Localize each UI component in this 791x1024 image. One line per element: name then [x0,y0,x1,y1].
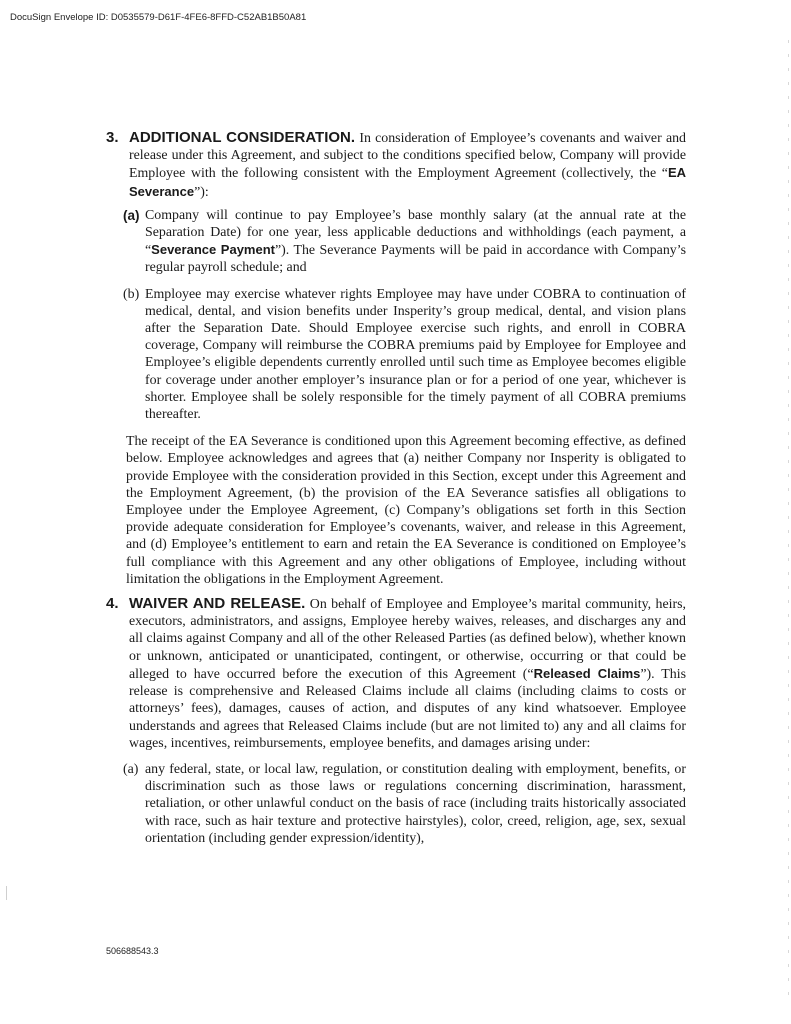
document-body [106,129,686,847]
section-4-text-part1: On behalf of Employee and Employee’s marital community, heirs, executors, administrators, and assigns, Employee hereby waives, releases, and discharges any and all claims against Company and all of the other Released Parties (as defined below), whether known or unknown, anticipated or unanticipated, contingent, or otherwise, occurring or that could be alleged to have occurred before the execution of this Agreement (“ [129,597,687,682]
defined-term-ea-severance: EA Severance [129,165,686,199]
item-a-text-part2: ”). The Severance Payments will be paid in accordance with Company’s regular payroll schedule; and [145,243,686,276]
page-edge-divider [788,40,789,1000]
section-4 [106,595,686,752]
defined-term-severance-payment: Severance Payment [151,242,275,258]
margin-mark [6,886,7,900]
envelope-id: DocuSign Envelope ID: D0535579-D61F-4FE6-8FFD-C52AB1B50A81 [10,12,307,23]
item-a-label: (a) [123,207,140,223]
item-a-text-part1: Company will continue to pay Employee’s base monthly salary (at the annual rate at the Separation Date) for one year, less applicable deductions and withholdings (each payment, a “ [145,207,686,259]
section-4-item-a [123,761,686,847]
item-b-text: Employee may exercise whatever rights Employee may have under COBRA to continuation of medical, dental, and vision benefits under Insperity’s group medical, dental, and vision plans after the Separation Date. Should Employee exercise such rights, and enroll in COBRA coverage, Company will reimburse the COBRA premiums paid by Employee for Employee and Employee’s eligible dependents currently enrolled until such time as Employee becomes eligible for coverage under another employer’s insurance plan or for a period of one year, whichever is shorter. Employee shall be solely responsible for the timely payment of all COBRA premiums thereafter. [145,286,686,423]
section-4-text-part2: ”). This release is comprehensive and Released Claims include all claims (including claims to costs or attorneys’ fees), damages, causes of action, and disputes of any kind whatsoever. Employee understands and agrees that Released Claims include (but are not limited to) any and all claims for wages, incentives, reimbursements, employee benefits, and damages arising under: [129,666,686,751]
section-4-item-a-text: any federal, state, or local law, regulation, or constitution dealing with employment, benefits, or discrimination such as those laws or regulations concerning discrimination, harassment, retaliation, or other unlawful conduct on the basis of race (including traits historically associated with race, such as hair texture and protective hairstyles), color, creed, religion, age, sex, sexual orientation (including gender expression/identity), [145,761,686,846]
section-3-closing: The receipt of the EA Severance is conditioned upon this Agreement becoming effective, as defined below. Employee acknowledges and agrees that (a) neither Company nor Insperity is obligated to provide Employee with the consideration provided in this Section, except under this Agreement and the Employment Agreement, (b) the provision of the EA Severance satisfies all obligations to Employee under the Employee Agreement, (c) Company’s obligations set forth in this Section provide adequate consideration for Employee’s covenants, waiver, and release in this Agreement, and (d) Employee’s entitlement to earn and retain the EA Severance is conditioned on Employee’s full compliance with this Agreement and any other obligations of Employee, including without limitation the obligations in the Employment Agreement. [126,434,686,587]
section-4-heading: WAIVER AND RELEASE. [129,595,306,613]
section-3-heading: ADDITIONAL CONSIDERATION. [129,129,356,146]
section-3-intro-text: In consideration of Employee’s covenants and waiver and release under this Agreement, and subject to the conditions specified below, Company will provide Employee with the following consistent with the Employment Agreement (collectively, the “ [129,131,687,182]
section-4-item-a-label: (a) [123,761,139,777]
section-4-text [129,595,686,752]
defined-term-released-claims: Released Claims [533,665,641,681]
section-3-intro-end: ”): [194,184,209,200]
section-4-number: 4. [106,595,119,613]
item-a-text [145,207,686,277]
section-3 [106,129,686,201]
section-3-item-b [123,286,686,424]
section-3-intro [129,129,686,201]
document-footer-id: 506688543.3 [106,946,159,956]
section-3-number: 3. [106,129,119,146]
item-b-label: (b) [123,286,140,302]
section-3-item-a [123,207,686,277]
